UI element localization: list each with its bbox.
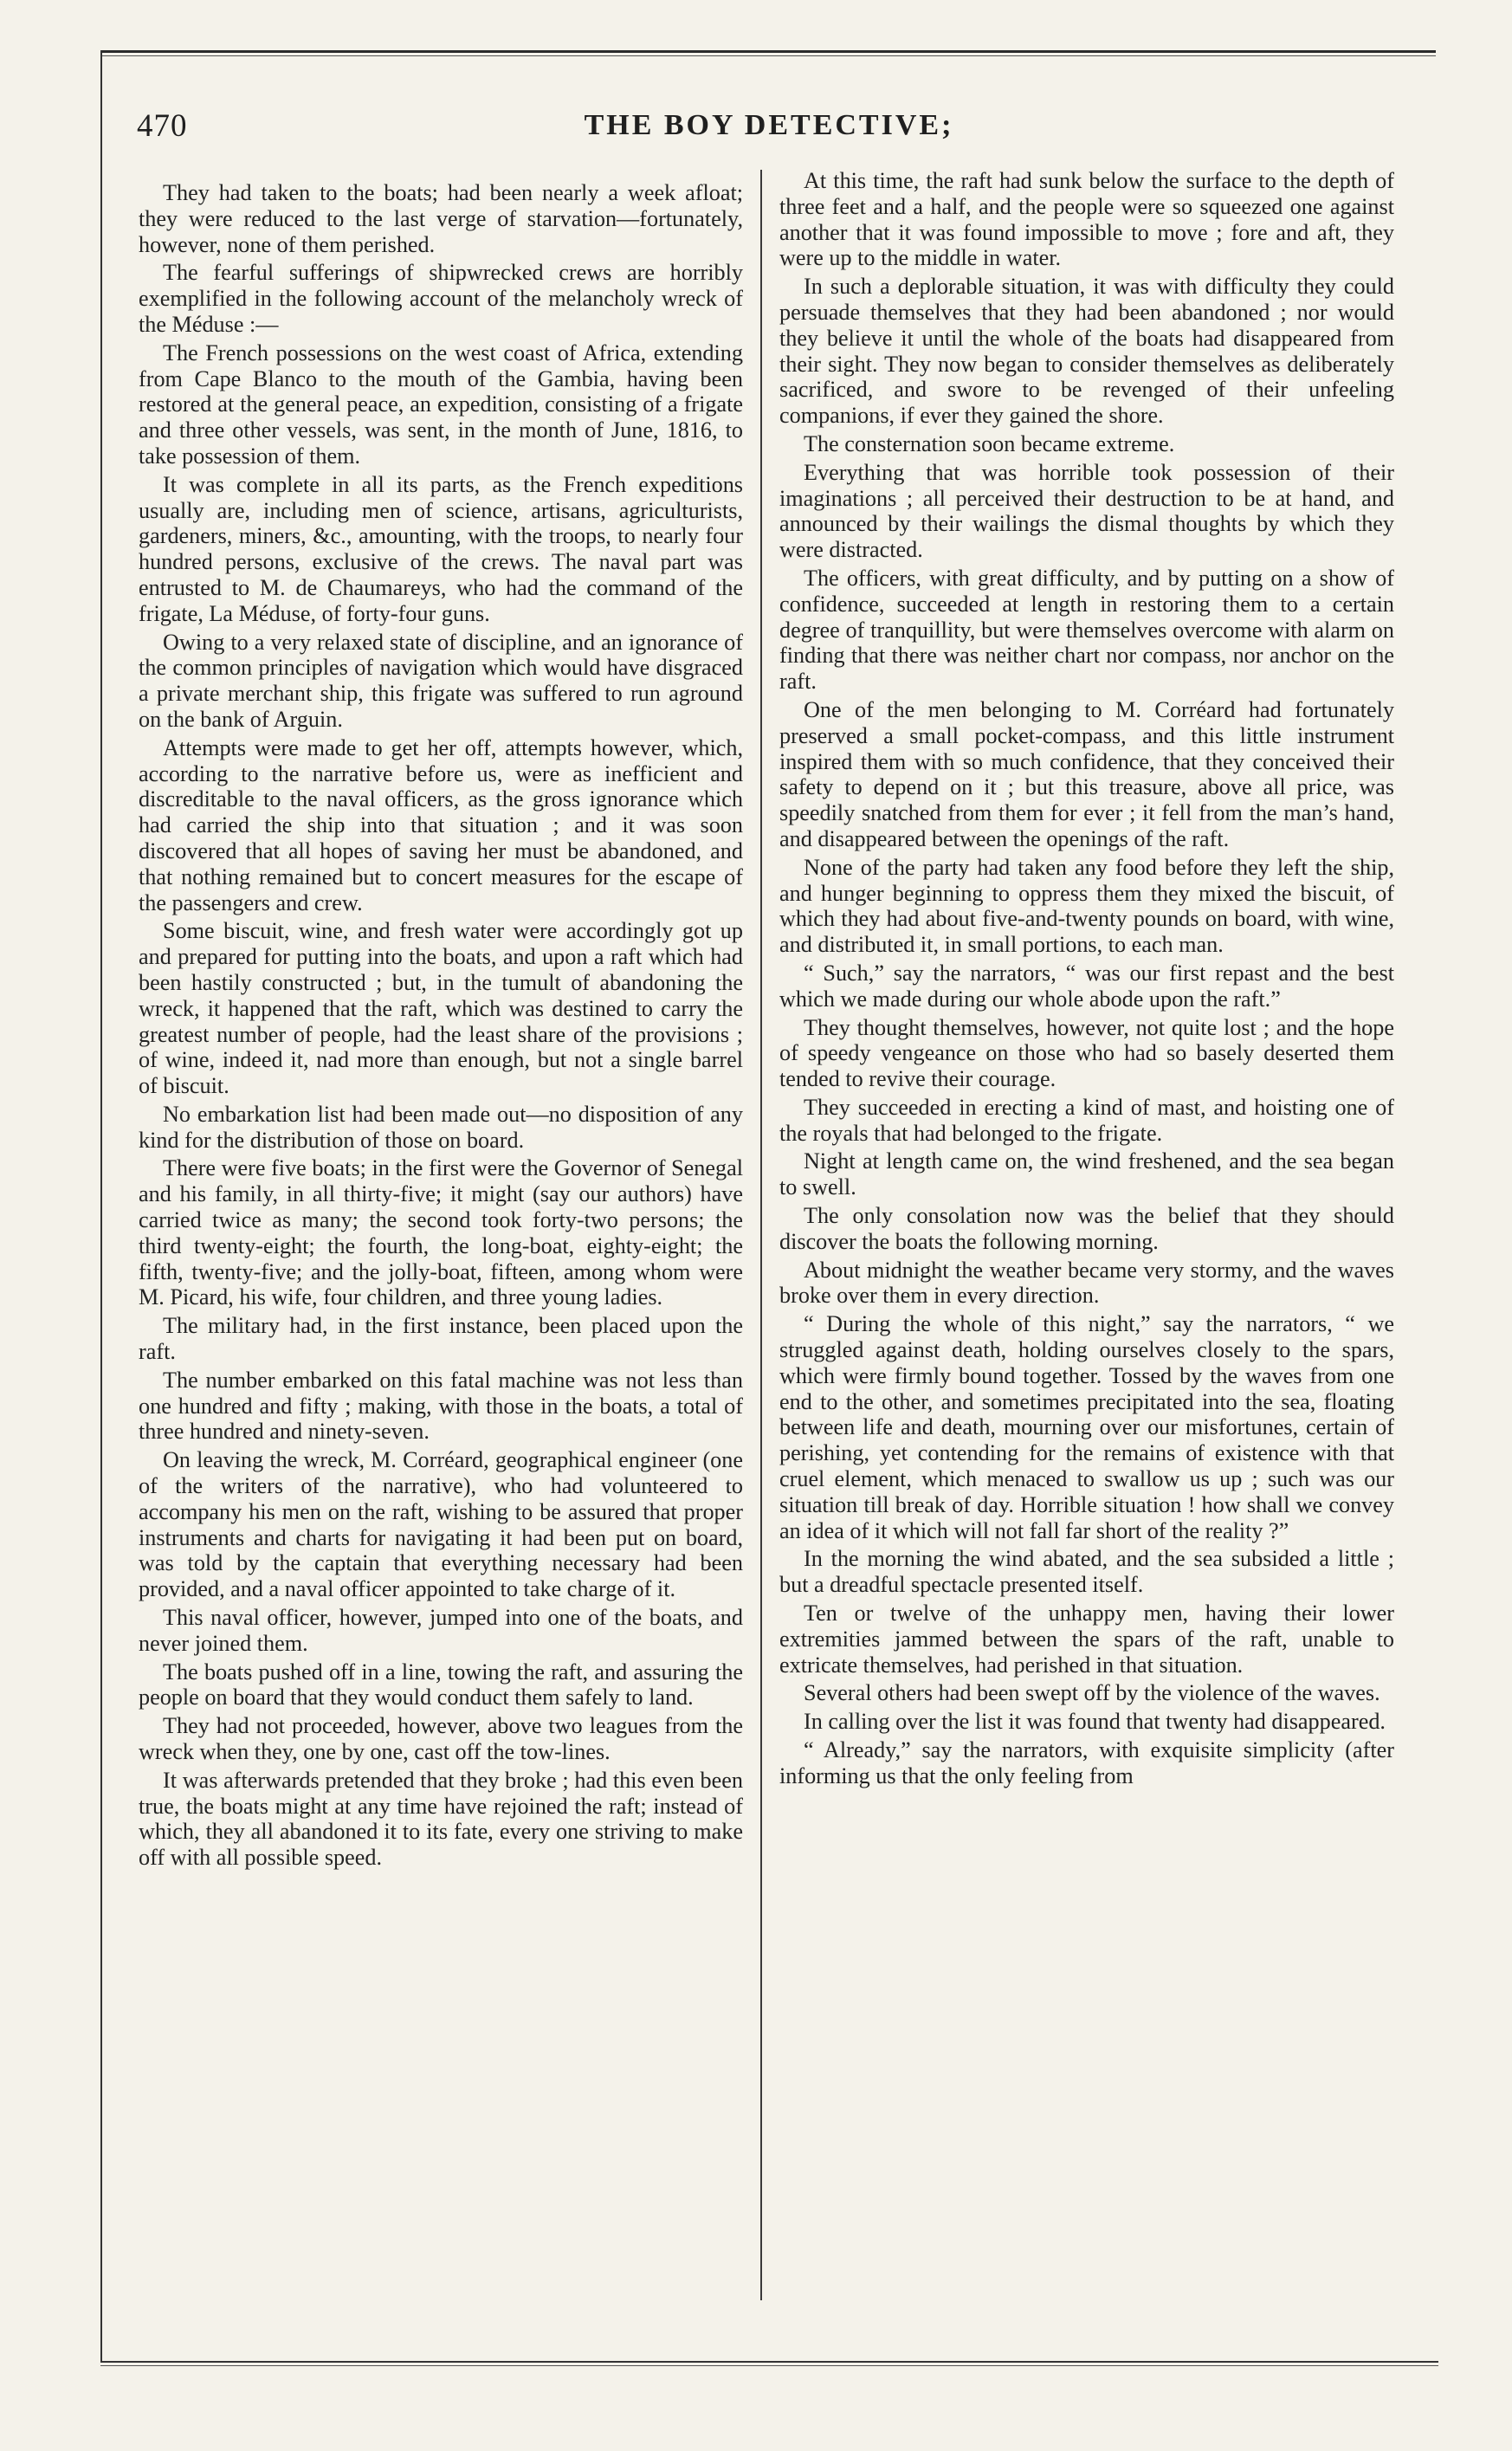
paragraph: About midnight the weather became very stormy, and the waves broke over them in every direction. xyxy=(779,1257,1394,1309)
bottom-rule xyxy=(100,2361,1438,2363)
paragraph: Owing to a very relaxed state of discipline, and an ignorance of the common principles of navigation which would have disgraced a private merchant ship, this frigate was suffered to run aground on the bank of Arguin. xyxy=(139,629,743,732)
paragraph: Attempts were made to get her off, attempts however, which, according to the narrative before us, were as inefficient and discreditable to the naval officers, as the gross ignorance which had carried the ship into that situation ; and it was soon discovered that all hopes of saving her must be abandoned, and that nothing remained but to concert measures for the escape of the passengers and crew. xyxy=(139,734,743,915)
paragraph: One of the men belonging to M. Corréard had fortunately preserved a small pocket-compass, and this little instrument inspired them with so much confidence, that they conceived their safety to depend on it ; but this treasure, above all price, was speedily snatched from them for ever ; it fell from the man’s hand, and disappeared between the openings of the raft. xyxy=(779,696,1394,851)
paragraph: No embarkation list had been made out—no disposition of any kind for the distribution of those on board. xyxy=(139,1101,743,1153)
paragraph: Several others had been swept off by the violence of the waves. xyxy=(804,1680,1380,1706)
column-divider xyxy=(760,170,762,2300)
paragraph: They had taken to the boats; had been nearly a week afloat; they were reduced to the last verge of starvation—fortunately, however, none of them perished. xyxy=(139,180,743,257)
paragraph: This naval officer, however, jumped into one of the boats, and never joined them. xyxy=(139,1605,743,1656)
top-rule-thin xyxy=(102,55,1436,56)
paragraph: It was afterwards pretended that they broke ; had this even been true, the boats might at any time have rejoined the raft; instead of which, they all abandoned it to its fate, every one striving to make off with all possible speed. xyxy=(139,1767,743,1871)
paragraph: There were five boats; in the first were the Governor of Senegal and his family, in all thirty-five; it might (say our authors) have carried twice as many; the second took forty-two persons; the third twenty-eight; the fourth, the long-boat, eighty-eight; the fifth, twenty-five; and the jolly-boat, fifteen, among whom were M. Picard, his wife, four children, and three young ladies. xyxy=(139,1155,743,1310)
paragraph: They thought themselves, however, not quite lost ; and the hope of speedy vengeance on those who had so basely deserted them tended to revive their courage. xyxy=(779,1014,1394,1092)
paragraph: The number embarked on this fatal machine was not less than one hundred and fifty ; making, with those in the boats, a total of three hundred and ninety-seven. xyxy=(139,1367,743,1445)
running-head xyxy=(137,104,1401,147)
page-number: 470 xyxy=(137,108,188,144)
paragraph: In the morning the wind abated, and the sea subsided a little ; but a dreadful spectacle presented itself. xyxy=(779,1546,1394,1598)
paragraph: Some biscuit, wine, and fresh water were accordingly got up and prepared for putting into the boats, and upon a raft which had been hastily constructed ; but, in the tumult of abandoning the wreck, it happened that the raft, which was destined to carry the greatest number of people, had the least share of the provisions ; of wine, indeed it, nad more than enough, but not a single barrel of biscuit. xyxy=(139,918,743,1099)
paragraph: The only consolation now was the belief that they should discover the boats the following morning. xyxy=(779,1203,1394,1254)
paragraph: Night at length came on, the wind freshened, and the sea began to swell. xyxy=(779,1148,1394,1200)
paragraph: “ Such,” say the narrators, “ was our first repast and the best which we made during our whole abode upon the raft.” xyxy=(779,960,1394,1012)
paragraph: The officers, with great difficulty, and by putting on a show of confidence, succeeded at length in restoring them to a certain degree of tranquillity, but were themselves overcome with alarm on finding that there was neither chart nor compass, nor anchor on the raft. xyxy=(779,565,1394,695)
paragraph: None of the party had taken any food before they left the ship, and hunger beginning to oppress them they mixed the biscuit, of which they had about five-and-twenty pounds on board, with wine, and distributed it, in small portions, to each man. xyxy=(779,854,1394,958)
paragraph: The military had, in the first instance, been placed upon the raft. xyxy=(139,1313,743,1365)
top-rule xyxy=(102,50,1436,53)
running-title: THE BOY DETECTIVE; xyxy=(584,109,954,141)
left-column xyxy=(139,180,743,1873)
paragraph: At this time, the raft had sunk below the surface to the depth of three feet and a half, and the people were so squeezed one against another that it was found impossible to move ; fore and aft, they were up to the middle in water. xyxy=(779,168,1394,271)
paragraph: Ten or twelve of the unhappy men, having their lower extremities jammed between the spars of the raft, unable to extricate themselves, had perished in that situation. xyxy=(779,1601,1394,1678)
paragraph: The consternation soon became extreme. xyxy=(804,430,1175,456)
paragraph: In calling over the list it was found that twenty had disappeared. xyxy=(804,1709,1386,1735)
paragraph: “ During the whole of this night,” say the narrators, “ we struggled against death, holding ourselves closely to the spars, which were firmly bound together. Tossed by the waves from one end to the other, and sometimes precipitated into the sea, floating between life and death, mourning over our misfortunes, certain of perishing, yet contending for the remains of existence with that cruel element, which menaced to swallow us up ; such was our situation till break of day. Horrible situation ! how shall we convey an idea of it which will not fall far short of the reality ?” xyxy=(779,1311,1394,1543)
paragraph: The French possessions on the west coast of Africa, extending from Cape Blanco to the mouth of the Gambia, having been restored at the general peace, an expedition, consisting of a frigate and three other vessels, was sent, in the month of June, 1816, to take possession of them. xyxy=(139,340,743,469)
left-margin-rule xyxy=(100,50,102,2363)
paragraph: The boats pushed off in a line, towing the raft, and assuring the people on board that they would conduct them safely to land. xyxy=(139,1659,743,1711)
paragraph: “ Already,” say the narrators, with exquisite simplicity (after informing us that the only feeling from xyxy=(779,1737,1394,1788)
paragraph: They had not proceeded, however, above two leagues from the wreck when they, one by one, cast off the tow-lines. xyxy=(139,1713,743,1765)
bottom-rule-thin xyxy=(100,2365,1438,2366)
paragraph: In such a deplorable situation, it was with difficulty they could persuade themselves that they had been abandoned ; nor would they believe it until the whole of the boats had disappeared from their sight. They now began to consider themselves as deliberately sacrificed, and swore to be revenged of their unfeeling companions, if ever they gained the shore. xyxy=(779,274,1394,429)
paragraph: They succeeded in erecting a kind of mast, and hoisting one of the royals that had belonged to the frigate. xyxy=(779,1094,1394,1146)
paragraph: Everything that was horrible took possession of their imaginations ; all perceived their destruction to be at hand, and announced by their wailings the dismal thoughts by which they were distracted. xyxy=(779,459,1394,563)
paragraph: It was complete in all its parts, as the French expeditions usually are, including men of science, artisans, agriculturists, gardeners, miners, &c., amounting, with the troops, to nearly four hundred persons, exclusive of the crews. The naval part was entrusted to M. de Chaumareys, who had the command of the frigate, La Méduse, of forty-four guns. xyxy=(139,471,743,626)
right-column xyxy=(779,168,1394,1792)
paragraph: The fearful sufferings of shipwrecked crews are horribly exemplified in the following account of the melancholy wreck of the Méduse :— xyxy=(139,260,743,337)
paragraph: On leaving the wreck, M. Corréard, geographical engineer (one of the writers of the narrative), who had volunteered to accompany his men on the raft, wishing to be assured that proper instruments and charts for navigating it had been put on board, was told by the captain that everything necessary had been provided, and a naval officer appointed to take charge of it. xyxy=(139,1447,743,1602)
